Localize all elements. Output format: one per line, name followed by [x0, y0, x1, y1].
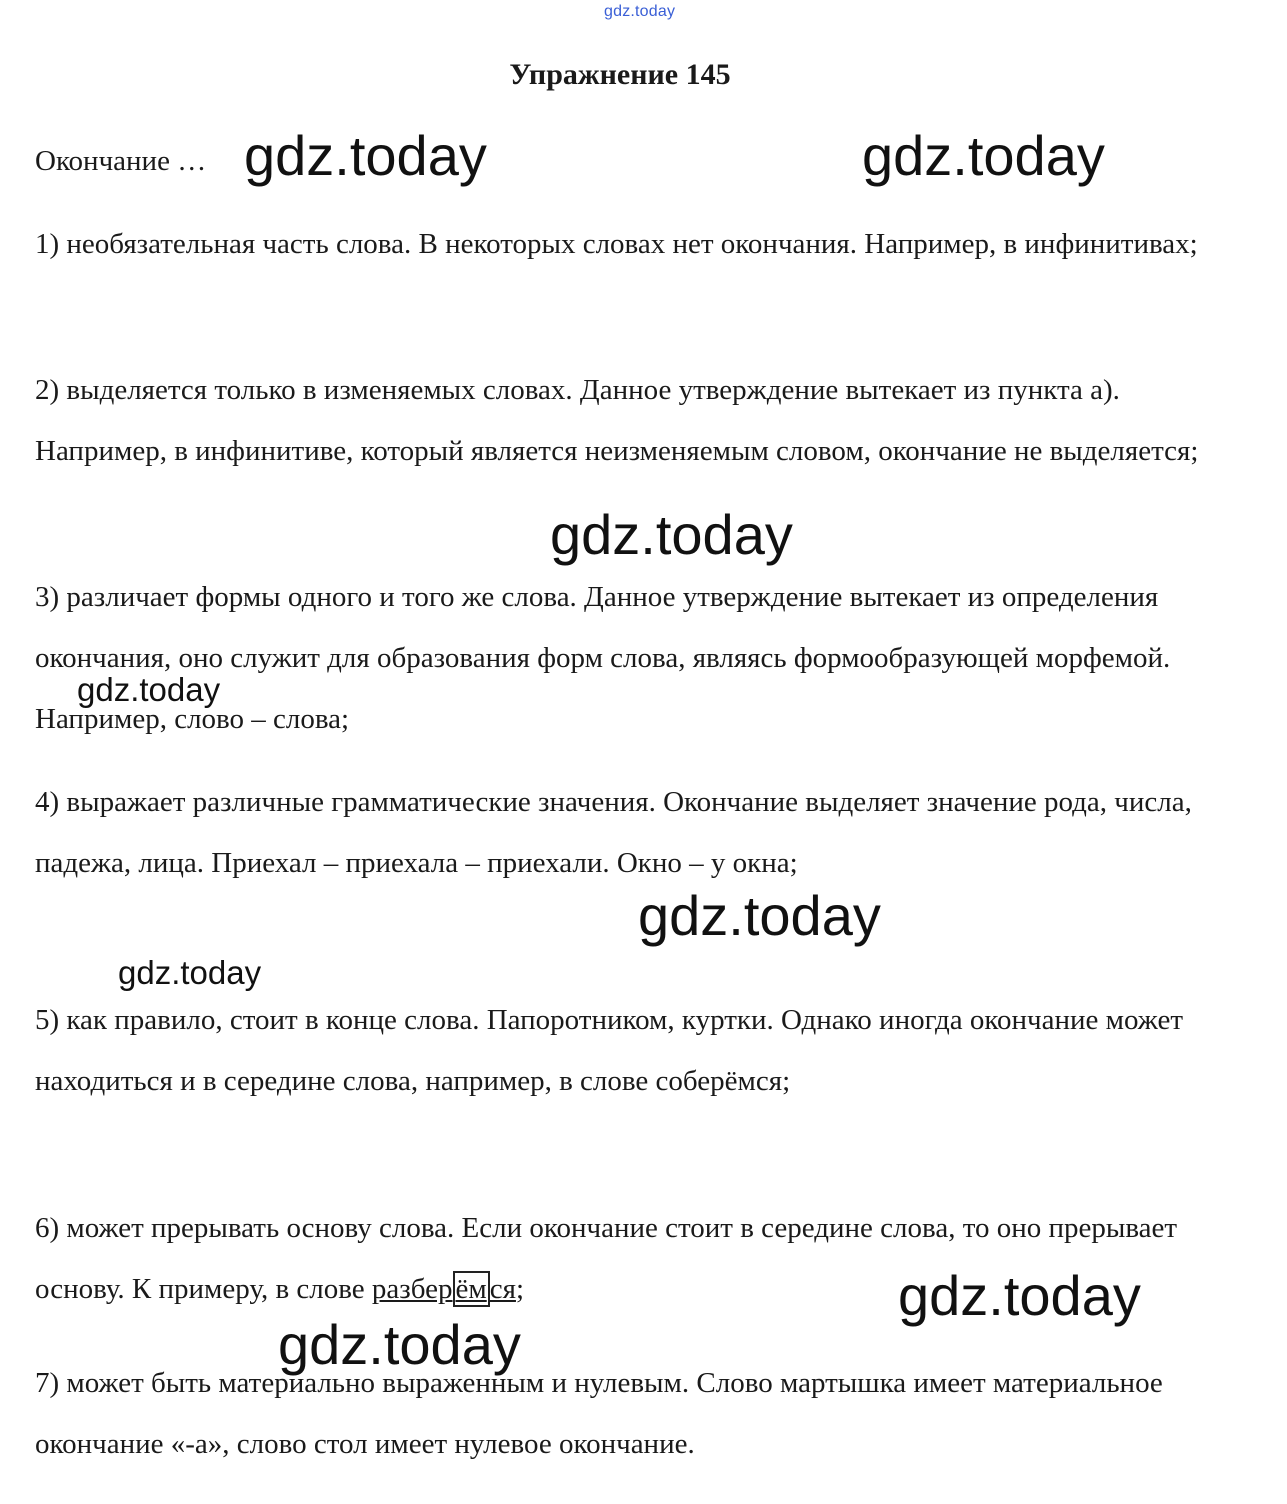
- paragraph-7: 7) может быть материально выраженным и нулевым. Слово мартышка имеет материальное окончание «-а», слово стол имеет нулевое окончание.: [35, 1367, 1163, 1460]
- watermark-4: gdz.today: [77, 671, 221, 708]
- top-watermark: gdz.today: [604, 3, 676, 20]
- intro-text: Окончание …: [35, 145, 207, 177]
- watermark-5: gdz.today: [638, 884, 881, 947]
- watermark-7: gdz.today: [898, 1264, 1141, 1327]
- watermark-1: gdz.today: [244, 124, 487, 187]
- watermark-6: gdz.today: [118, 954, 262, 991]
- page-title: Упражнение 145: [509, 58, 731, 91]
- word-root-part: разбер: [371, 1273, 453, 1305]
- word-ending-box: ём: [453, 1271, 490, 1307]
- paragraph-4: 4) выражает различные грамматические значения. Окончание выделяет значение рода, числа, падежа, лица. Приехал – приехала – приехали. Окно – у окна;: [35, 786, 1192, 879]
- paragraph-2: 2) выделяется только в изменяемых словах. Данное утверждение вытекает из пункта а). Например, в инфинитиве, который является неизменяемым словом, окончание не выделяется;: [35, 374, 1199, 467]
- watermark-2: gdz.today: [862, 124, 1105, 187]
- word-suffix-part: ся: [489, 1273, 516, 1305]
- paragraph-5: 5) как правило, стоит в конце слова. Папоротником, куртки. Однако иногда окончание может находиться и в середине слова, например, в слове соберёмся;: [35, 1004, 1183, 1097]
- paragraph-3: 3) различает формы одного и того же слова. Данное утверждение вытекает из определения окончания, оно служит для образования форм слова, являясь формообразующей морфемой. Например, слово – слова;: [35, 581, 1171, 735]
- watermark-8: gdz.today: [278, 1313, 521, 1376]
- paragraph-6-tail: ;: [515, 1273, 525, 1305]
- watermark-3: gdz.today: [550, 503, 793, 566]
- paragraph-6-text: 6) может прерывать основу слова. Если окончание стоит в середине слова, то оно прерывает основу. К примеру, в слове: [35, 1212, 1178, 1305]
- paragraph-1: 1) необязательная часть слова. В некоторых словах нет окончания. Например, в инфинитивах;: [35, 228, 1198, 260]
